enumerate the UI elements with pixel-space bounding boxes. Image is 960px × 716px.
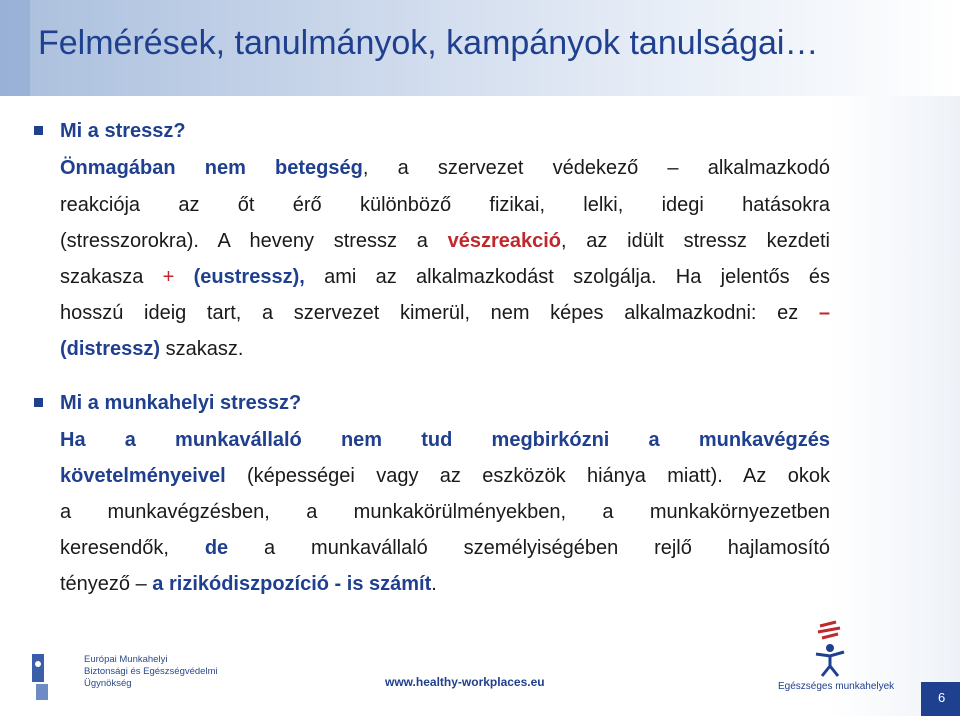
agency-name-line3: Ügynökség [84,678,132,689]
footer-url: www.healthy-workplaces.eu [385,675,545,689]
section2-question: Mi a munkahelyi stressz? [60,392,302,414]
eu-osha-emblem-icon [28,652,50,702]
page-number-box [921,682,960,716]
text: szakasz. [160,338,244,360]
text-emph: a rizikódiszpozíció - is számít [152,573,432,595]
text: (képességei vagy az eszközök hiánya miatt). Az okok [225,465,830,487]
campaign-name: Egészséges munkahelyek [778,681,895,692]
section1-line4 [60,265,830,289]
section1-question: Mi a stressz? [60,120,186,142]
section2-line4 [60,536,830,560]
title-bar-edge [0,0,30,96]
text: (stresszorokra). A heveny stressz a [60,230,448,252]
text-emph: (eustressz), [174,266,305,288]
text-emph-red: vészreakció [447,230,562,252]
page-title: Felmérések, tanulmányok, kampányok tanulságai… [38,24,819,62]
text: hosszú ideig tart, a szervezet kimerül, nem képes alkalmazkodni: ez [60,302,819,324]
page-number: 6 [938,690,946,705]
agency-name-line1: Európai Munkahelyi [84,654,168,665]
text: , a szervezet védekező – alkalmazkodó [362,157,830,179]
text-emph: követelményeivel [60,465,226,487]
section1-line3 [60,229,830,253]
section1-line6 [60,337,243,361]
section2-line2 [60,464,830,488]
text: ami az alkalmazkodást szolgálja. Ha jelentős és [304,266,830,288]
section1-line1 [60,156,830,180]
agency-name-line2: Biztonsági és Egészségvédelmi [84,666,218,677]
section2-line1: Ha a munkavállaló nem tud megbirkózni a munkavégzés [60,429,830,451]
plus-sign: + [162,266,175,288]
text: , az idült stressz kezdeti [561,230,830,252]
section1-line5 [60,301,830,325]
section2-line3: a munkavégzésben, a munkakörülményekben, a munkakörnyezetben [60,501,830,523]
bullet-square-icon [34,126,43,135]
bullet-square-icon [34,398,43,407]
eu-osha-logo [28,648,218,704]
section1-line2: reakciója az őt érő különböző fizikai, lelki, idegi hatásokra [60,194,830,216]
text-emph: (distressz) [60,338,161,360]
text-emph: Önmagában nem betegség [60,157,363,179]
dash-red: – [818,302,830,324]
text: tényező – [60,573,153,595]
text: keresendők, [60,537,205,559]
text: szakasza [60,266,163,288]
text-emph: de [204,537,229,559]
person-figure-icon [786,618,876,680]
text: . [431,573,437,595]
text: a munkavállaló személyiségében rejlő hajlamosító [228,537,831,559]
section2-line5 [60,572,437,596]
